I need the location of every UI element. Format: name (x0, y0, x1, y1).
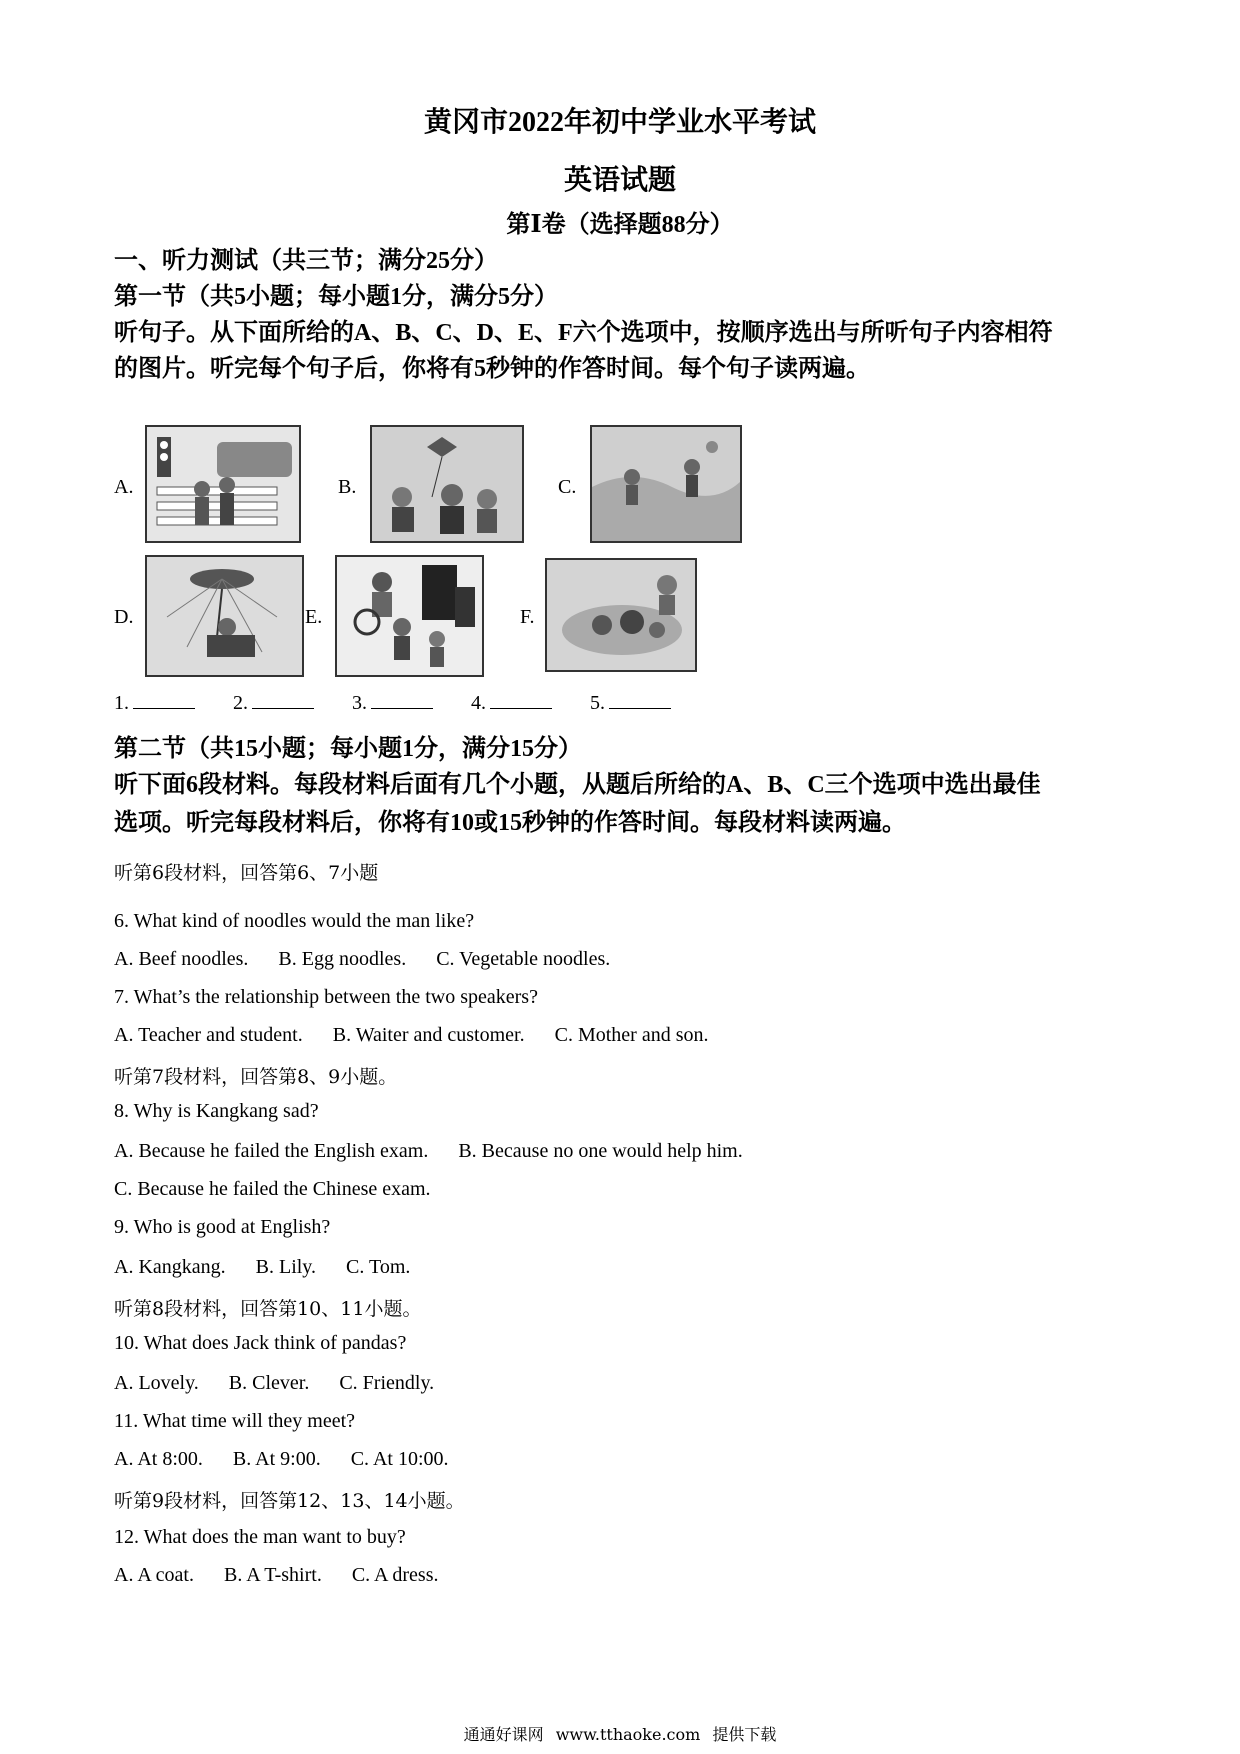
blank-label: 1. (114, 692, 129, 714)
question-12-stem: 12. What does the man want to buy? (114, 1526, 406, 1548)
question-10-options (114, 1372, 464, 1395)
section2-instruction-2: 选项。听完每段材料后，你将有10或15秒钟的作答时间。每段材料读两遍。 (114, 810, 906, 836)
picture-label-e: E. (305, 606, 323, 628)
section1-instruction-1: 听句子。从下面所给的A、B、C、D、E、F六个选项中，按顺序选出与所听句子内容相符 (114, 320, 1053, 346)
question-12-options (114, 1564, 469, 1587)
question-9-options (114, 1256, 440, 1279)
answer-blank-4[interactable] (471, 692, 552, 715)
option[interactable]: A. Kangkang. (114, 1256, 226, 1278)
material-9-intro: 听第9段材料，回答第12、13、14小题。 (114, 1490, 465, 1512)
section2-heading: 第二节（共15小题；每小题1分，满分15分） (114, 736, 582, 762)
picture-label-a: A. (114, 476, 134, 498)
question-11-stem: 11. What time will they meet? (114, 1410, 356, 1432)
question-7-options (114, 1024, 739, 1047)
option[interactable]: A. Beef noodles. (114, 948, 249, 970)
blank-label: 4. (471, 692, 486, 714)
question-11-options (114, 1448, 479, 1471)
question-8-stem: 8. Why is Kangkang sad? (114, 1100, 319, 1122)
concert-image (335, 555, 484, 677)
answer-blank-2[interactable] (233, 692, 314, 715)
option[interactable]: B. Because no one would help him. (458, 1140, 743, 1162)
option[interactable]: B. Egg noodles. (278, 948, 407, 970)
option[interactable]: A. Lovely. (114, 1372, 199, 1394)
picture-label-f: F. (520, 606, 535, 628)
question-8-options (114, 1140, 773, 1163)
kite-flying-image (370, 425, 524, 543)
answer-blank-1[interactable] (114, 692, 195, 715)
question-7-stem: 7. What’s the relationship between the two speakers? (114, 986, 538, 1008)
dinner-table-image (545, 558, 697, 672)
blank-label: 2. (233, 692, 248, 714)
option[interactable]: C. Mother and son. (554, 1024, 709, 1046)
option[interactable]: C. Friendly. (339, 1372, 435, 1394)
volume-heading: 第Ⅰ卷（选择题88分） (506, 212, 734, 238)
blank-label: 5. (590, 692, 605, 714)
material-8-intro: 听第8段材料，回答第10、11小题。 (114, 1298, 422, 1320)
part1-heading: 一、听力测试（共三节；满分25分） (114, 248, 498, 274)
option[interactable]: A. Teacher and student. (114, 1024, 303, 1046)
question-6-stem: 6. What kind of noodles would the man like? (114, 910, 475, 932)
material-6-intro: 听第6段材料，回答第6、7小题 (114, 862, 379, 884)
question-9-stem: 9. Who is good at English? (114, 1216, 331, 1238)
section2-instruction-1: 听下面6段材料。每段材料后面有几个小题，从题后所给的A、B、C三个选项中选出最佳 (114, 772, 1041, 798)
question-6-options (114, 948, 640, 971)
footer-url[interactable]: www.tthaoke.com (555, 1725, 701, 1744)
section1-heading: 第一节（共5小题；每小题1分，满分5分） (114, 284, 558, 310)
picture-label-b: B. (338, 476, 357, 498)
option[interactable]: C. At 10:00. (350, 1448, 449, 1470)
answer-blank-5[interactable] (590, 692, 671, 715)
picture-label-d: D. (114, 606, 134, 628)
option[interactable]: A. Because he failed the English exam. (114, 1140, 429, 1162)
traffic-crossing-image (145, 425, 301, 543)
footer-suffix: 提供下载 (712, 1725, 777, 1744)
blank-label: 3. (352, 692, 367, 714)
page-footer (0, 1722, 1240, 1745)
park-playing-image (590, 425, 742, 543)
option[interactable]: A. At 8:00. (114, 1448, 203, 1470)
question-8-option-c[interactable]: C. Because he failed the Chinese exam. (114, 1178, 431, 1200)
option[interactable]: C. Vegetable noodles. (436, 948, 611, 970)
option[interactable]: B. At 9:00. (232, 1448, 321, 1470)
option[interactable]: C. Tom. (346, 1256, 411, 1278)
exam-subject: 英语试题 (563, 165, 676, 196)
picture-label-c: C. (558, 476, 577, 498)
option[interactable]: A. A coat. (114, 1564, 194, 1586)
answer-blanks-row (114, 692, 705, 715)
footer-site-name: 通通好课网 (463, 1725, 544, 1744)
answer-blank-3[interactable] (352, 692, 433, 715)
question-10-stem: 10. What does Jack think of pandas? (114, 1332, 407, 1354)
exam-title: 黄冈市2022年初中学业水平考试 (423, 107, 816, 138)
option[interactable]: B. Waiter and customer. (332, 1024, 525, 1046)
section1-instruction-2: 的图片。听完每个句子后，你将有5秒钟的作答时间。每个句子读两遍。 (114, 356, 870, 382)
option[interactable]: C. A dress. (351, 1564, 439, 1586)
option[interactable]: B. Clever. (228, 1372, 310, 1394)
material-7-intro: 听第7段材料，回答第8、9小题。 (114, 1066, 398, 1088)
option[interactable]: B. A T-shirt. (224, 1564, 322, 1586)
sunbathing-image (145, 555, 304, 677)
option[interactable]: B. Lily. (255, 1256, 317, 1278)
